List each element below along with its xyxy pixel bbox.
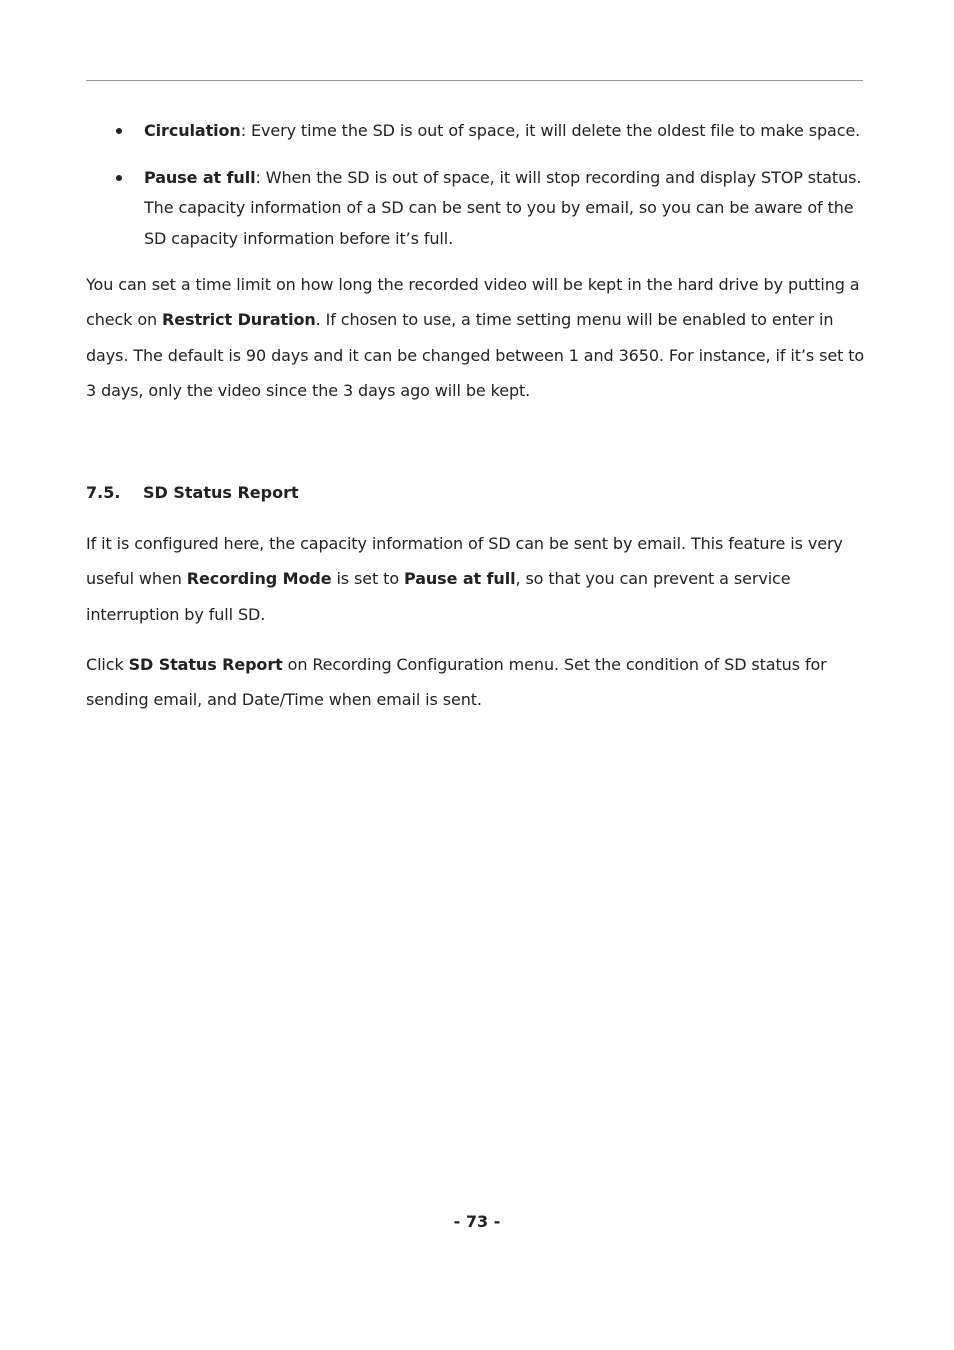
status-text-1: If it is configured here, the capacity information of SD can be sent by email. This feature is very useful when [86, 534, 843, 589]
term-recording-mode: Recording Mode [186, 569, 332, 589]
circulation-description: : Every time the SD is out of space, it will delete the oldest file to make space. [240, 121, 861, 140]
duration-text-after: . If chosen to use, a time setting menu will be enabled to enter in days. The default is 90 days and it can be changed between 1 and 3650. For instance, if it’s set to 3 days, only the video since the 3 days ago will be kept. [86, 310, 865, 400]
list-item-pause-at-full [86, 163, 868, 255]
term-pause-at-full-inline: Pause at full [404, 569, 516, 589]
term-sd-status-report: SD Status Report [128, 655, 283, 674]
status-text-2: is set to [331, 569, 404, 589]
recording-mode-list [86, 116, 868, 270]
pause-at-full-description: : When the SD is out of space, it will stop recording and display STOP status. The capacity information of a SD can be sent to you by email, so you can be aware of the SD capacity information before it’s full. [144, 167, 862, 248]
list-item-circulation [86, 116, 868, 147]
duration-text-before: You can set a time limit on how long the recorded video will be kept in the hard drive by putting a check on [86, 275, 860, 330]
sd-status-paragraph [86, 526, 868, 632]
section-heading [86, 479, 299, 507]
section-title: SD Status Report [143, 483, 299, 502]
term-circulation: Circulation [144, 121, 241, 140]
section-number: 7.5. [86, 483, 121, 502]
restrict-duration-paragraph [86, 267, 868, 408]
click-text-2: on Recording Configuration menu. Set the condition of SD status for sending email, and Date/Time when email is sent. [86, 655, 827, 710]
bullet-icon [116, 128, 122, 134]
status-text-3: , so that you can prevent a service interruption by full SD. [86, 569, 791, 624]
page-number: - 73 - [453, 1212, 501, 1231]
header-rule [86, 80, 863, 81]
bullet-icon [116, 175, 122, 181]
click-text-1: Click [86, 655, 129, 674]
term-restrict-duration: Restrict Duration [162, 310, 316, 330]
click-instruction-paragraph [86, 647, 868, 718]
term-pause-at-full: Pause at full [144, 167, 256, 187]
